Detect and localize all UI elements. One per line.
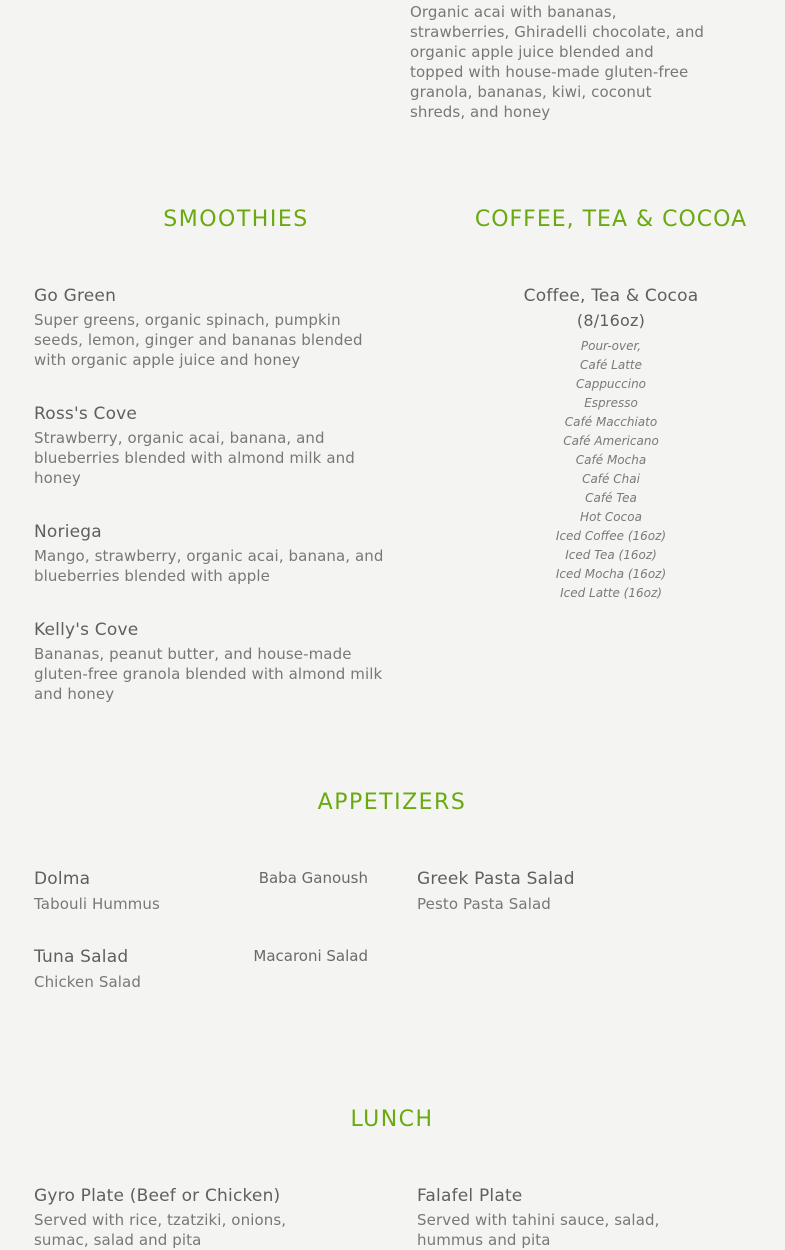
appetizer-baba-ganoush: Baba Ganoush bbox=[258, 869, 368, 887]
coffee-item: Iced Latte (16oz) bbox=[560, 586, 662, 600]
coffee-item: Espresso bbox=[584, 396, 638, 410]
coffee-title: COFFEE, TEA & COCOA bbox=[474, 207, 748, 232]
item-description: Bananas, peanut butter, and house-made gluten-free granola blended with almond milk and honey bbox=[34, 645, 383, 703]
coffee-list bbox=[471, 337, 751, 603]
appetizer-tuna-salad: Tuna Salad bbox=[34, 947, 129, 967]
coffee-item: Café Macchiato bbox=[564, 415, 658, 429]
coffee-item: Pour-over, bbox=[580, 339, 642, 353]
item-description: Served with rice, tzatziki, onions, sumac, salad and pita bbox=[34, 1211, 287, 1249]
lunch-gyro-plate bbox=[34, 1185, 334, 1250]
lunch-title: LUNCH bbox=[350, 1107, 434, 1132]
item-name: Gyro Plate (Beef or Chicken) bbox=[34, 1186, 281, 1206]
item-name: Ross's Cove bbox=[34, 404, 138, 424]
coffee-item: Café Americano bbox=[563, 434, 659, 448]
item-description: Strawberry, organic acai, banana, and blueberries blended with almond milk and honey bbox=[34, 429, 355, 487]
item-name: Kelly's Cove bbox=[34, 620, 139, 640]
smoothie-noriega bbox=[34, 521, 384, 586]
coffee-item: Café Chai bbox=[582, 472, 640, 486]
item-description: Mango, strawberry, organic acai, banana, and blueberries blended with apple bbox=[34, 547, 384, 585]
coffee-item: Iced Mocha (16oz) bbox=[555, 567, 667, 581]
item-description: Super greens, organic spinach, pumpkin seeds, lemon, ginger and bananas blended with organic apple juice and honey bbox=[34, 311, 363, 369]
appetizer-macaroni-salad: Macaroni Salad bbox=[253, 947, 368, 965]
item-name: Go Green bbox=[34, 286, 117, 306]
coffee-item: Café Latte bbox=[580, 358, 642, 372]
appetizer-pesto-pasta-salad: Pesto Pasta Salad bbox=[417, 895, 551, 913]
appetizer-chicken-salad: Chicken Salad bbox=[34, 973, 141, 991]
coffee-sizes: (8/16oz) bbox=[576, 311, 646, 330]
lunch-falafel-plate bbox=[417, 1185, 677, 1250]
appetizer-tabouli-hummus: Tabouli Hummus bbox=[34, 895, 160, 913]
coffee-item: Café Mocha bbox=[575, 453, 647, 467]
item-name: Falafel Plate bbox=[417, 1186, 523, 1206]
item-description: Served with tahini sauce, salad, hummus and pita bbox=[417, 1211, 660, 1249]
coffee-item: Café Tea bbox=[585, 491, 637, 505]
coffee-heading: Coffee, Tea & Cocoa bbox=[523, 286, 699, 306]
item-name: Noriega bbox=[34, 522, 102, 542]
coffee-menu bbox=[471, 285, 751, 603]
appetizers-title: APPETIZERS bbox=[317, 790, 467, 815]
appetizer-dolma: Dolma bbox=[34, 869, 91, 889]
appetizer-greek-pasta-salad: Greek Pasta Salad bbox=[417, 869, 575, 889]
smoothie-kellys-cove bbox=[34, 619, 384, 704]
coffee-item: Hot Cocoa bbox=[580, 510, 642, 524]
coffee-item: Iced Coffee (16oz) bbox=[555, 529, 667, 543]
coffee-item: Iced Tea (16oz) bbox=[565, 548, 657, 562]
smoothie-go-green bbox=[34, 285, 394, 370]
acai-bowl-description: Organic acai with bananas, strawberries, Ghiradelli chocolate, and organic apple juice blended and topped with house-made gluten-free granola, bananas, kiwi, coconut shreds, and honey bbox=[410, 3, 705, 121]
smoothies-title: SMOOTHIES bbox=[163, 207, 309, 232]
smoothie-ross-cove bbox=[34, 403, 364, 488]
coffee-item: Cappuccino bbox=[575, 377, 647, 391]
